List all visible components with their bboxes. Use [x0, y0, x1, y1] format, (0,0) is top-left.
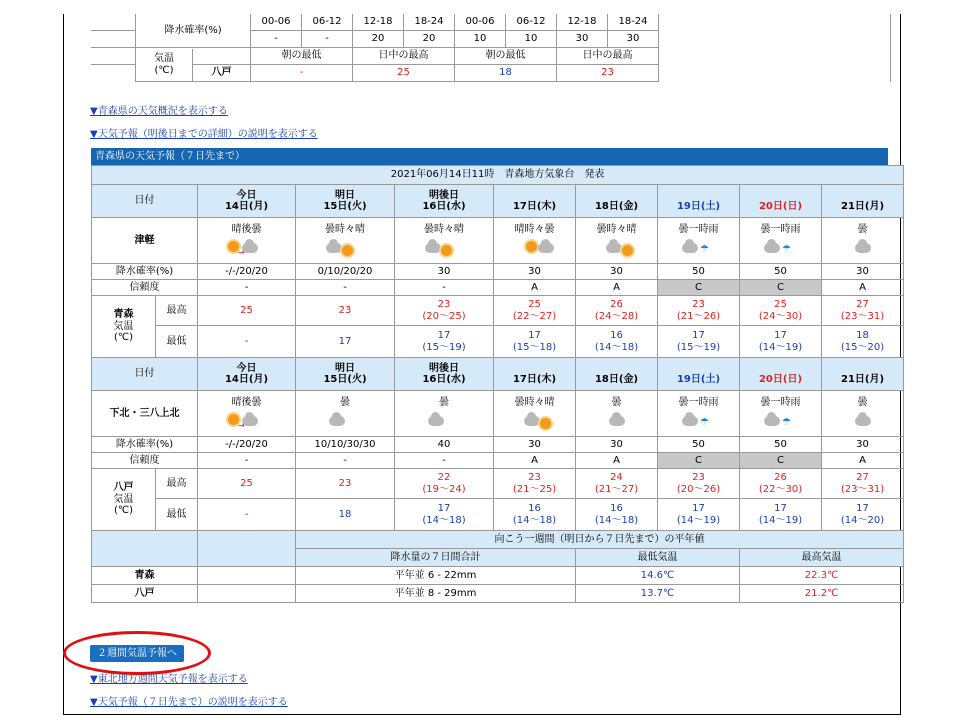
normals-min-header: 最低気温 — [576, 549, 740, 567]
min-temp-range: (15～19) — [676, 341, 721, 353]
cloud-icon — [822, 235, 903, 257]
max-temp: 27 — [856, 299, 869, 310]
min-temp: 17 — [774, 503, 787, 514]
min-temp-cell — [658, 499, 740, 531]
max-temp-cell — [740, 469, 822, 499]
min-temp: 17 — [338, 335, 352, 347]
day-header — [576, 185, 658, 218]
normals-precip: 平年並 6 - 22mm — [296, 567, 576, 585]
reliability-value: C — [658, 453, 740, 469]
precip-value: 40 — [395, 437, 494, 453]
weather-text: 曇時々晴 — [514, 396, 555, 408]
city-temp-label — [92, 296, 156, 358]
day-date: 17日(木) — [512, 374, 557, 385]
max-temp: 25 — [240, 477, 253, 489]
max-temp: 23 — [338, 304, 352, 316]
max-temp-range: (22～27) — [512, 310, 557, 322]
max-temp: 25 — [240, 304, 253, 316]
max-temp-cell — [395, 296, 494, 326]
explain-tomorrow-link[interactable]: ▼天気予報（明後日までの詳細）の説明を表示する — [90, 129, 318, 140]
max-label: 最高 — [156, 296, 198, 326]
temp-value: - — [251, 65, 353, 82]
temp-value: 18 — [455, 65, 557, 82]
region-name: 津軽 — [92, 218, 198, 264]
date-label: 日付 — [92, 358, 198, 391]
temp-unit: (℃) — [113, 505, 134, 517]
weather-cell — [395, 391, 494, 437]
sun-cloud-arrow-icon: → — [198, 408, 295, 430]
precip-value: 30 — [576, 437, 658, 453]
cloud-icon — [576, 408, 657, 430]
day-label: 明後日 — [429, 362, 459, 374]
precip-value: 10 — [506, 31, 557, 48]
weather-text: 曇時々晴 — [596, 223, 637, 235]
min-temp-range: (14～18) — [594, 341, 639, 353]
min-temp: 17 — [528, 330, 541, 341]
max-temp-cell — [494, 469, 576, 499]
max-temp-cell — [494, 296, 576, 326]
time-slot: 00-06 — [455, 14, 506, 31]
min-temp: - — [244, 508, 249, 520]
time-slot: 06-12 — [506, 14, 557, 31]
min-temp-cell — [658, 326, 740, 358]
cloud-icon — [822, 408, 903, 430]
max-temp-range: (23～31) — [840, 310, 885, 322]
day-date: 15日(火) — [323, 374, 367, 385]
precip-value: 30 — [608, 31, 659, 48]
day-header — [296, 358, 395, 391]
normals-city: 青森 — [92, 567, 198, 585]
reliability-value: - — [296, 453, 395, 469]
time-slot: 00-06 — [251, 14, 302, 31]
precip-value: 20 — [404, 31, 455, 48]
overview-link[interactable]: ▼青森県の天気概況を表示する — [90, 106, 228, 117]
time-slot: 18-24 — [404, 14, 455, 31]
date-label: 日付 — [92, 185, 198, 218]
cloud-rain-icon: ☂ — [658, 408, 739, 430]
max-temp: 25 — [774, 299, 787, 310]
precip-value: 50 — [740, 437, 822, 453]
reliability-value: A — [822, 280, 904, 296]
weather-text: 曇 — [857, 223, 868, 235]
precip-value: 30 — [557, 31, 608, 48]
region-name: 下北・三八上北 — [92, 391, 198, 437]
day-date: 15日(火) — [323, 201, 367, 212]
temp-label — [136, 48, 251, 82]
weather-cell — [198, 218, 296, 264]
reliability-value: C — [658, 280, 740, 296]
min-temp: 17 — [774, 330, 787, 341]
day-date: 18日(金) — [594, 374, 639, 385]
max-temp-range: (21～25) — [512, 483, 557, 495]
max-temp: 23 — [338, 477, 352, 489]
max-temp: 22 — [437, 472, 451, 483]
max-temp: 23 — [692, 472, 705, 483]
day-label: 明日 — [335, 189, 355, 201]
weather-cell — [494, 391, 576, 437]
max-label: 最高 — [156, 469, 198, 499]
precip-value: 50 — [658, 437, 740, 453]
temp-label-1: 気温 — [154, 53, 174, 64]
precip-value: -/-/20/20 — [198, 437, 296, 453]
min-temp: 17 — [692, 503, 705, 514]
place-name: 八戸 — [211, 66, 232, 78]
cloud-icon — [296, 408, 394, 430]
min-temp-cell — [494, 499, 576, 531]
temp-col-header: 朝の最低 — [455, 48, 557, 65]
annotation-circle — [63, 631, 211, 675]
day-date: 16日(水) — [422, 201, 466, 212]
cloud-sun-icon — [494, 408, 575, 430]
min-temp-cell — [296, 326, 395, 358]
min-temp-cell — [576, 499, 658, 531]
max-temp-cell — [576, 296, 658, 326]
reliability-value: A — [494, 453, 576, 469]
weather-text: 曇 — [439, 396, 449, 408]
precip-value: 0/10/20/20 — [296, 264, 395, 280]
normals-max: 21.2℃ — [740, 585, 904, 603]
max-temp: 26 — [610, 299, 623, 310]
max-temp-cell — [658, 469, 740, 499]
min-temp-cell — [296, 499, 395, 531]
temp-label: 気温 — [113, 493, 134, 505]
max-temp-range: (21～26) — [676, 310, 721, 322]
weather-cell — [198, 391, 296, 437]
normals-title: 向こう一週間（明日から７日先まで）の平年値 — [296, 531, 904, 549]
weather-cell — [822, 391, 904, 437]
weather-cell — [658, 391, 740, 437]
day-header — [658, 185, 740, 218]
max-temp-cell — [822, 296, 904, 326]
temp-col-header: 朝の最低 — [251, 48, 353, 65]
max-temp-cell — [198, 296, 296, 326]
time-slot: 12-18 — [557, 14, 608, 31]
day-header — [198, 185, 296, 218]
day-date: 20日(日) — [758, 201, 803, 212]
day-label: 明後日 — [429, 189, 459, 201]
weather-text: 晴時々曇 — [514, 223, 555, 235]
precip-value: -/-/20/20 — [198, 264, 296, 280]
max-temp: 26 — [774, 472, 787, 483]
reliability-label: 信頼度 — [92, 280, 198, 296]
precip-label: 降水確率(%) — [92, 264, 198, 280]
day-header — [740, 185, 822, 218]
max-temp-range: (24～28) — [594, 310, 639, 322]
weather-text: 曇時々晴 — [325, 223, 365, 235]
day-date: 14日(月) — [224, 201, 269, 212]
reliability-value: A — [576, 453, 658, 469]
precip-value: 30 — [822, 437, 904, 453]
temp-col-header: 日中の最高 — [557, 48, 659, 65]
normals-min: 13.7℃ — [576, 585, 740, 603]
day-header — [822, 358, 904, 391]
weather-text: 晴後曇 — [231, 396, 262, 408]
week-forecast-table — [91, 165, 904, 603]
day-label: 今日 — [236, 362, 257, 374]
day-date: 16日(水) — [422, 374, 466, 385]
cloud-rain-icon: ☂ — [740, 235, 821, 257]
cloud-sun-icon — [395, 235, 493, 257]
issued-time: 2021年06月14日11時 青森地方気象台 発表 — [92, 166, 904, 185]
city-temp-label — [92, 469, 156, 531]
max-temp-cell — [296, 296, 395, 326]
day-date: 19日(土) — [676, 374, 721, 385]
max-temp-range: (22～30) — [758, 483, 803, 495]
day-date: 19日(土) — [676, 201, 721, 212]
precip-value: 10/10/30/30 — [296, 437, 395, 453]
reliability-value: A — [576, 280, 658, 296]
short-term-forecast-table — [91, 14, 891, 82]
two-week-forecast-button[interactable]: ２週間気温予報へ — [90, 645, 184, 662]
weather-text: 曇一時雨 — [678, 223, 719, 235]
min-temp-cell — [395, 326, 494, 358]
reliability-value: - — [198, 453, 296, 469]
day-date: 20日(日) — [758, 374, 803, 385]
reliability-value: - — [395, 280, 494, 296]
cloud-icon — [395, 408, 493, 430]
max-temp-range: (24～30) — [758, 310, 803, 322]
temp-unit: (℃) — [113, 332, 134, 344]
weather-cell — [395, 218, 494, 264]
day-header — [296, 185, 395, 218]
tohoku-weekly-link[interactable]: ▼東北地方週間天気予報を表示する — [90, 674, 248, 685]
weather-cell — [822, 218, 904, 264]
weather-cell — [296, 218, 395, 264]
normals-max: 22.3℃ — [740, 567, 904, 585]
temp-label: 気温 — [113, 320, 134, 332]
day-header — [395, 185, 494, 218]
min-temp-range: (14～18) — [422, 514, 466, 526]
max-temp-cell — [740, 296, 822, 326]
weather-text: 曇 — [857, 396, 868, 408]
precip-value: 30 — [822, 264, 904, 280]
precip-value: 20 — [353, 31, 404, 48]
time-slot: 06-12 — [302, 14, 353, 31]
time-slot: 12-18 — [353, 14, 404, 31]
precip-value: 30 — [576, 264, 658, 280]
reliability-value: C — [740, 453, 822, 469]
normals-city: 八戸 — [92, 585, 198, 603]
weather-cell — [296, 391, 395, 437]
min-temp-cell — [822, 326, 904, 358]
min-temp: 18 — [856, 330, 869, 341]
weather-cell — [740, 218, 822, 264]
min-temp-range: (14～18) — [594, 514, 639, 526]
day-header — [494, 185, 576, 218]
day-label: 今日 — [236, 189, 257, 201]
day-header — [740, 358, 822, 391]
normals-min: 14.6℃ — [576, 567, 740, 585]
max-temp-cell — [658, 296, 740, 326]
min-temp-cell — [740, 326, 822, 358]
reliability-value: - — [296, 280, 395, 296]
min-temp-cell — [198, 499, 296, 531]
day-date: 14日(月) — [224, 374, 269, 385]
temp-col-header: 日中の最高 — [353, 48, 455, 65]
reliability-value: C — [740, 280, 822, 296]
min-temp-range: (14～20) — [840, 514, 885, 526]
normals-precip: 平年並 8 - 29mm — [296, 585, 576, 603]
day-date: 21日(月) — [841, 374, 885, 385]
precip-value: - — [302, 31, 353, 48]
precip-value: 30 — [494, 264, 576, 280]
weather-text: 曇 — [611, 396, 622, 408]
max-temp-range: (20～26) — [676, 483, 721, 495]
weather-text: 晴後曇 — [231, 223, 262, 235]
max-temp: 25 — [528, 299, 541, 310]
min-temp: - — [244, 335, 249, 347]
min-temp-range: (14～19) — [758, 514, 803, 526]
weather-text: 曇時々晴 — [424, 223, 464, 235]
time-slot: 18-24 — [608, 14, 659, 31]
temp-value: 23 — [557, 65, 659, 82]
precip-value: 10 — [455, 31, 506, 48]
min-temp: 17 — [692, 330, 705, 341]
weather-text: 曇一時雨 — [678, 396, 719, 408]
max-temp: 23 — [692, 299, 705, 310]
reliability-value: A — [822, 453, 904, 469]
day-date: 21日(月) — [841, 201, 885, 212]
min-temp-range: (14～19) — [758, 341, 803, 353]
cloud-sun-icon — [296, 235, 394, 257]
min-label: 最低 — [156, 499, 198, 531]
city-name: 八戸 — [113, 482, 134, 494]
city-name: 青森 — [113, 309, 134, 321]
max-temp-cell — [395, 469, 494, 499]
day-header — [658, 358, 740, 391]
min-temp-range: (14～18) — [512, 514, 557, 526]
sun-cloud-icon — [494, 235, 575, 257]
weather-cell — [494, 218, 576, 264]
max-temp-range: (21～27) — [594, 483, 639, 495]
weather-text: 曇 — [340, 396, 350, 408]
min-temp-cell — [822, 499, 904, 531]
precip-value: 30 — [395, 264, 494, 280]
weather-cell — [576, 391, 658, 437]
cloud-rain-icon: ☂ — [658, 235, 739, 257]
normals-precip-header: 降水量の７日間合計 — [296, 549, 576, 567]
min-temp-cell — [740, 499, 822, 531]
min-temp: 16 — [528, 503, 541, 514]
explain-week-link[interactable]: ▼天気予報（７日先まで）の説明を表示する — [90, 697, 288, 708]
max-temp-cell — [296, 469, 395, 499]
min-temp-range: (15～18) — [512, 341, 557, 353]
min-temp: 18 — [338, 508, 352, 520]
day-date: 18日(金) — [594, 201, 639, 212]
day-label: 明日 — [335, 362, 355, 374]
min-temp-cell — [198, 326, 296, 358]
reliability-label: 信頼度 — [92, 453, 198, 469]
max-temp-range: (20～25) — [422, 310, 466, 322]
max-temp-cell — [198, 469, 296, 499]
day-header — [395, 358, 494, 391]
min-temp-cell — [576, 326, 658, 358]
week-forecast-header: 青森県の天気予報（７日先まで） — [91, 148, 888, 165]
min-temp: 17 — [437, 330, 451, 341]
reliability-value: - — [198, 280, 296, 296]
temp-label-2: (℃) — [154, 64, 174, 76]
min-temp: 16 — [610, 330, 623, 341]
min-temp: 17 — [856, 503, 869, 514]
min-temp: 16 — [610, 503, 623, 514]
max-temp-cell — [822, 469, 904, 499]
weather-cell — [740, 391, 822, 437]
precip-value: - — [251, 31, 302, 48]
max-temp-range: (23～31) — [840, 483, 885, 495]
weather-cell — [658, 218, 740, 264]
weather-cell — [576, 218, 658, 264]
precip-label: 降水確率(%) — [136, 14, 251, 48]
min-temp-range: (14～19) — [676, 514, 721, 526]
reliability-value: A — [494, 280, 576, 296]
max-temp: 23 — [528, 472, 541, 483]
max-temp-range: (19～24) — [422, 483, 466, 495]
min-temp-range: (15～20) — [840, 341, 885, 353]
reliability-value: - — [395, 453, 494, 469]
cloud-rain-icon: ☂ — [740, 408, 821, 430]
day-date: 17日(木) — [512, 201, 557, 212]
day-header — [822, 185, 904, 218]
day-header — [198, 358, 296, 391]
max-temp: 27 — [856, 472, 869, 483]
precip-value: 30 — [494, 437, 576, 453]
weather-text: 曇一時雨 — [760, 223, 801, 235]
precip-value: 50 — [740, 264, 822, 280]
max-temp: 23 — [437, 299, 451, 310]
precip-label: 降水確率(%) — [92, 437, 198, 453]
min-temp-range: (15～19) — [422, 341, 466, 353]
min-temp: 17 — [437, 503, 451, 514]
temp-value: 25 — [353, 65, 455, 82]
normals-max-header: 最高気温 — [740, 549, 904, 567]
max-temp-cell — [576, 469, 658, 499]
weather-text: 曇一時雨 — [760, 396, 801, 408]
min-temp-cell — [494, 326, 576, 358]
min-temp-cell — [395, 499, 494, 531]
cloud-sun-icon — [576, 235, 657, 257]
min-label: 最低 — [156, 326, 198, 358]
max-temp: 24 — [610, 472, 623, 483]
day-header — [494, 358, 576, 391]
precip-value: 50 — [658, 264, 740, 280]
sun-cloud-arrow-icon: → — [198, 235, 295, 257]
day-header — [576, 358, 658, 391]
